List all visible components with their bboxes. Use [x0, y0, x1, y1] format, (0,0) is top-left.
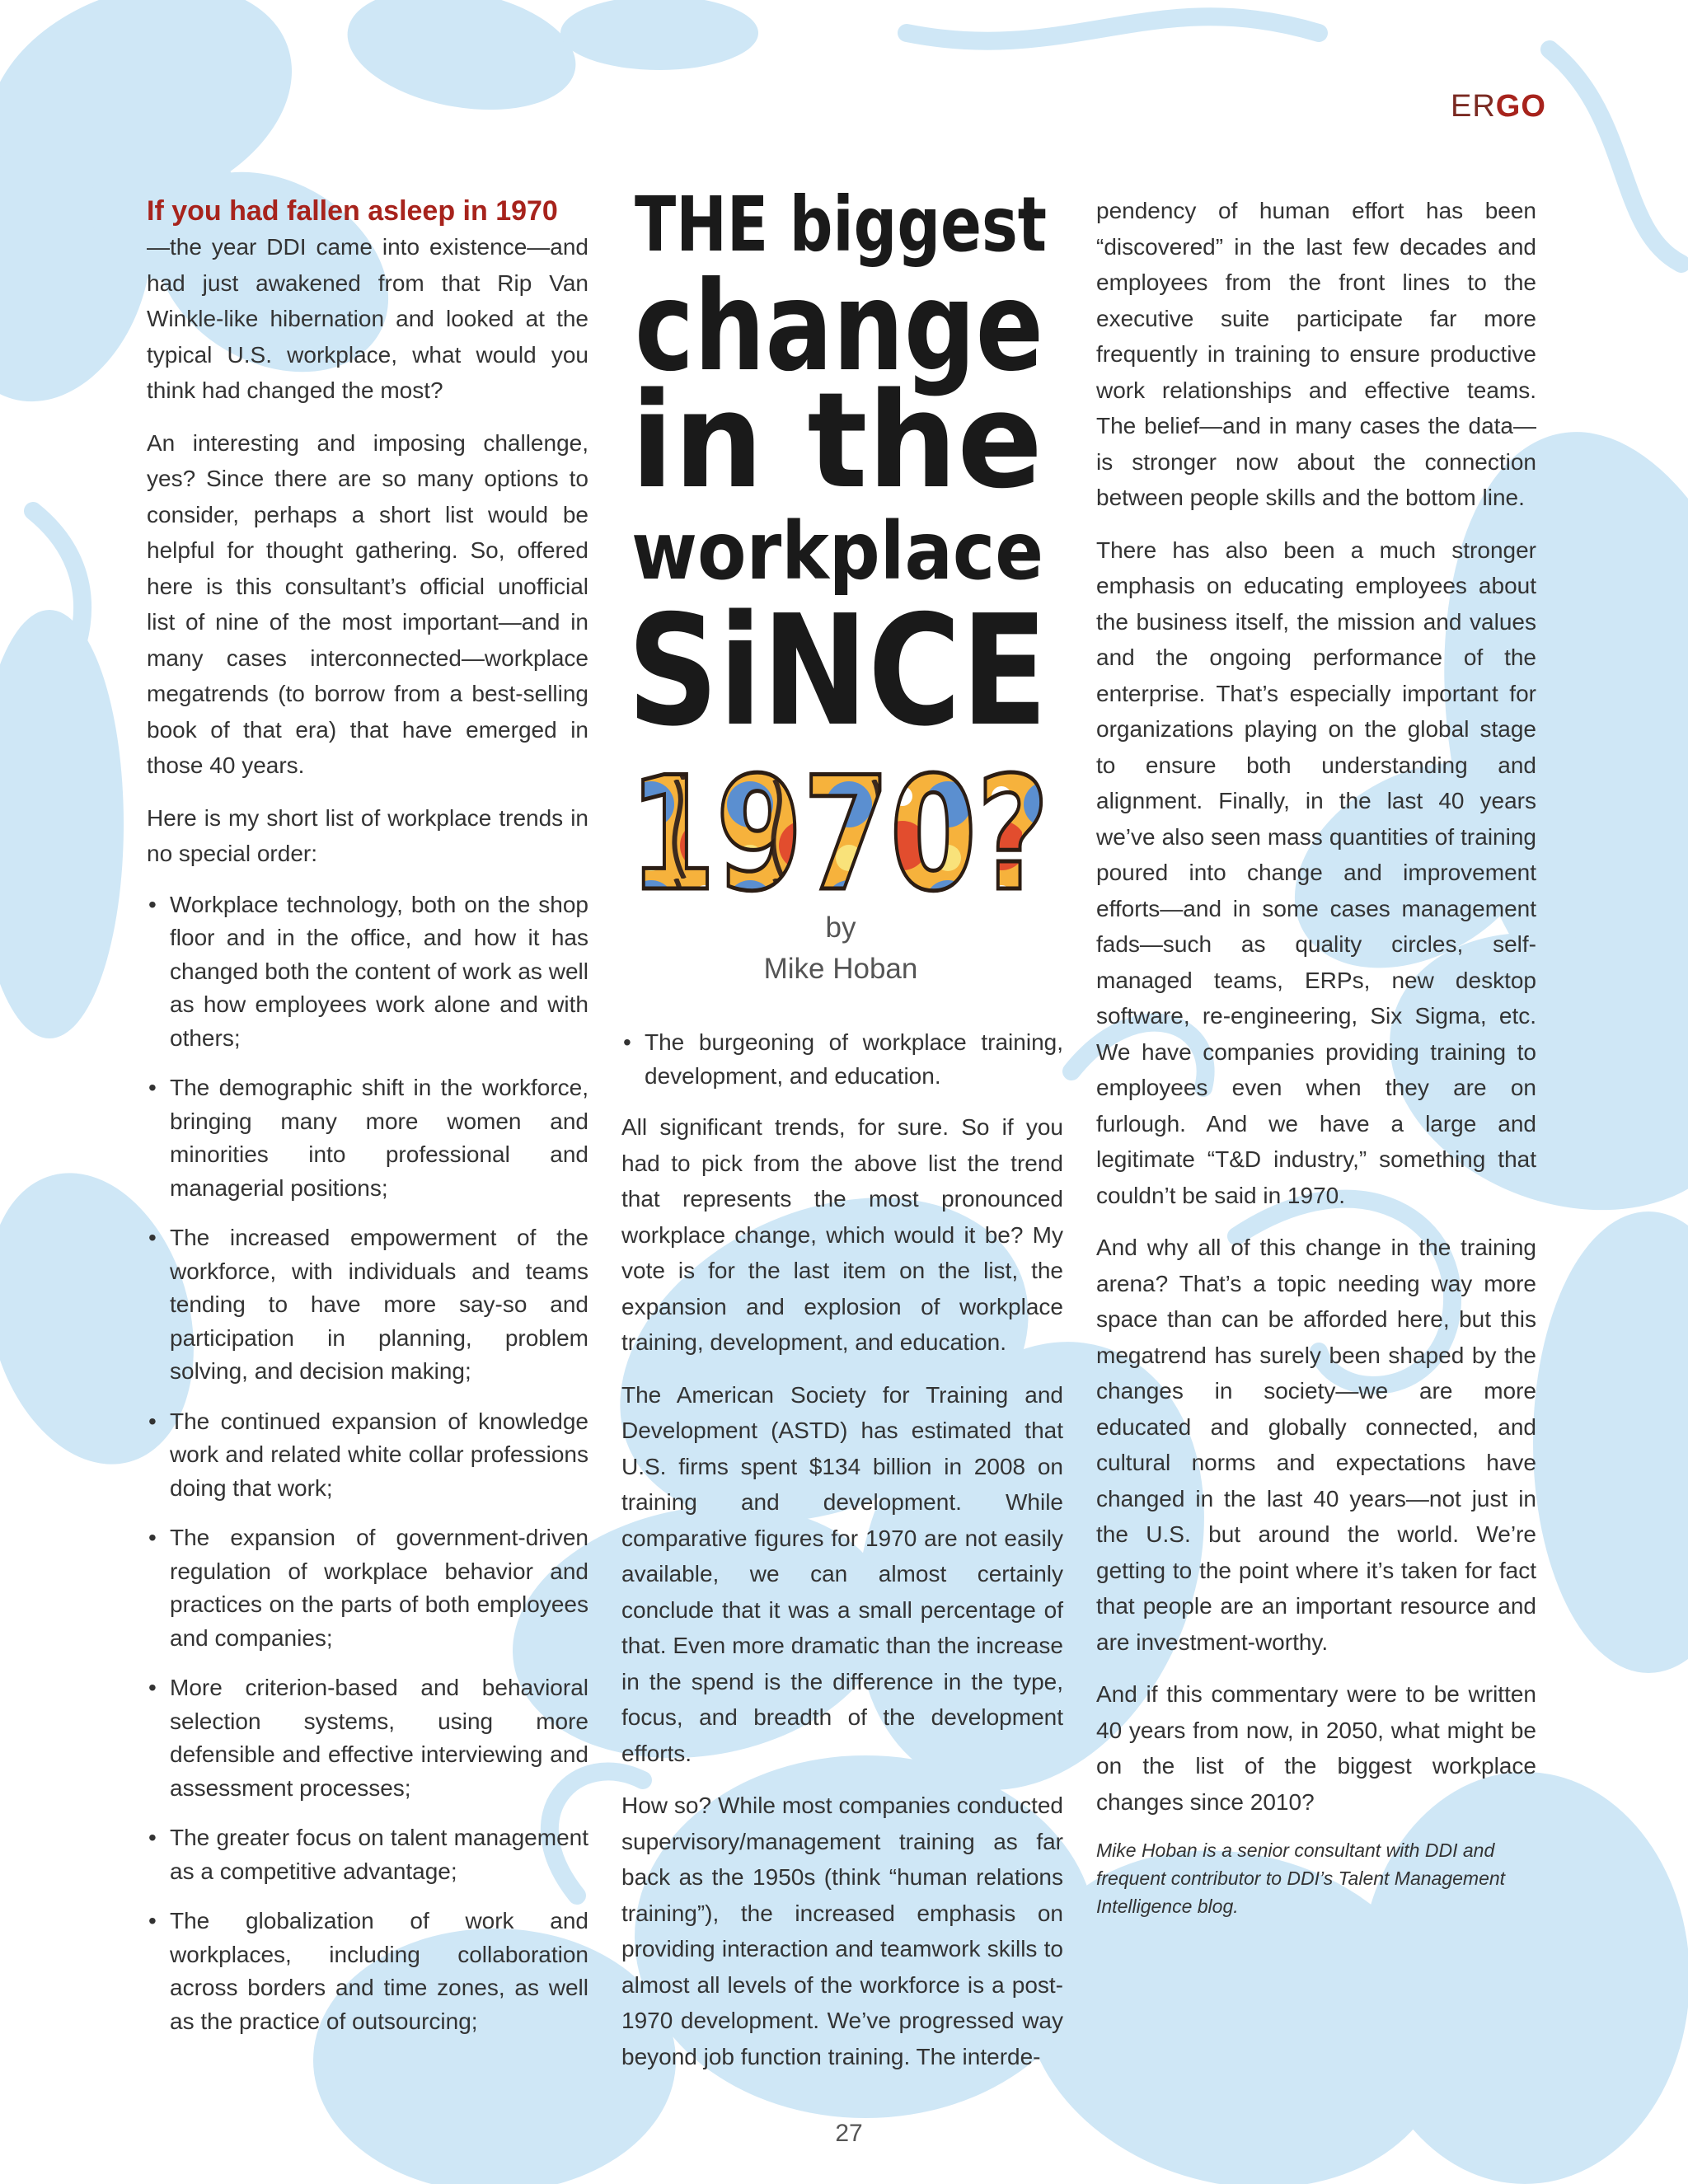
intro-text: —the year DDI came into existence—and had just awakened from that Rip Van Winkle-like hibernation and looked at the typical U.S. workplace, what would you think had changed the most?: [147, 234, 588, 403]
article-column-3: [1096, 193, 1536, 1920]
paragraph: The American Society for Training and Development (ASTD) has estimated that U.S. firms spent $134 billion in 2008 on training and development. While comparative figures for 1970 are not easily available, we can almost certainly conclude that it was a small percentage of that. Even more dramatic than the increase in the spend is the difference in the type, focus, and breadth of the development efforts.: [621, 1381, 1063, 1766]
magazine-brand: [1451, 89, 1546, 124]
title-line-2: change: [635, 255, 1043, 399]
brand-er: ER: [1451, 89, 1496, 124]
trend-item: • More criterion-based and behavioral selection systems, using more defensible and effective interviewing and assessment processes;: [147, 1671, 588, 1805]
paragraph: There has also been a much stronger emphasis on educating employees about the business itself, the mission and values and the ongoing performance of the enterprise. That’s especially important for organizations playing on the global stage to ensure both understanding and alignment. Finally, in the last 40 years we’ve also seen mass quantities of training poured into change and improvement efforts—and in some cases management fads—such as quality circles, self-managed teams, ERPs, new desktop software, re-engineering, Six Sigma, etc. We have companies providing training to employees even when they are on furlough. And we have a large and legitimate “T&D industry,” something that couldn’t be said in 1970.: [1096, 537, 1536, 1208]
intro-paragraph: [147, 193, 588, 409]
trend-item: • The continued expansion of knowledge work and related white collar professions doing that work;: [147, 1405, 588, 1506]
trend-item: • The expansion of government-driven regulation of workplace behavior and practices on the parts of both employees and companies;: [147, 1521, 588, 1655]
article-column-1: [147, 193, 588, 2055]
trend-list: [147, 888, 588, 2039]
trend-item: • The increased empowerment of the workforce, with individuals and teams tending to have more say-so and participation in planning, problem solving, and decision making;: [147, 1221, 588, 1389]
author-bio: Mike Hoban is a senior consultant with DDI and frequent contributor to DDI’s Talent Management Intelligence blog.: [1096, 1840, 1506, 1917]
paragraph: Here is my short list of workplace trends in no special order:: [147, 804, 588, 866]
title-line-5: SiNCE: [627, 582, 1048, 760]
paragraph: An interesting and imposing challenge, yes? Since there are so many options to consider, perhaps a short list would be helpful for thought gathering. So, offered here is this consultant’s official unofficial list of nine of the most important—and in many cases interconnected—workplace megatrends (to borrow from a best-selling book of that era) that have emerged in those 40 years.: [147, 429, 588, 778]
paragraph: pendency of human effort has been “discovered” in the last few decades and employees from the front lines to the executive suite participate far more frequently in training to ensure productive work relationships and effective teams. The belief—and in many cases the data—is stronger now about the connection between people skills and the bottom line.: [1096, 198, 1536, 510]
byline-author: Mike Hoban: [763, 953, 918, 985]
lead-heading: If you had fallen asleep in 1970: [147, 195, 558, 227]
byline-by: by: [825, 912, 856, 944]
paragraph: How so? While most companies conducted supervisory/management training as far back as the 1950s (think “human relations training”), the increased emphasis on providing interaction and teamwork skills to almost all levels of the workforce is a post-1970 development. We’ve progressed way beyond job function training. The interde-: [621, 1793, 1063, 2069]
trend-item: • The globalization of work and workplaces, including collaboration across borders and time zones, as well as the practice of outsourcing;: [147, 1905, 588, 2038]
brand-go: GO: [1495, 89, 1546, 124]
trend-item: • The demographic shift in the workforce, bringing many more women and minorities into professional and managerial positions;: [147, 1071, 588, 1205]
trend-item: • The burgeoning of workplace training, development, and education.: [621, 1026, 1063, 1093]
page-number: 27: [835, 2120, 863, 2147]
title-line-4: workplace: [631, 505, 1043, 598]
title-line-3: in the: [631, 363, 1043, 518]
trend-item: • Workplace technology, both on the shop floor and in the office, and how it has changed both the content of work as well as how employees work alone and with others;: [147, 888, 588, 1056]
article-title: [626, 186, 1055, 912]
trend-list-continued: [621, 1026, 1063, 1093]
title-line-6: 1970?: [629, 743, 1049, 912]
trend-item: • The greater focus on talent management as a competitive advantage;: [147, 1821, 588, 1888]
paragraph: And why all of this change in the training arena? That’s a topic needing way more space than can be afforded here, but this megatrend has surely been shaped by the changes in society—we are more educated and globally connected, and cultural norms and expectations have changed in the last 40 years—not just in the U.S. but around the world. We’re getting to the point where it’s taken for fact that people are an important resource and are investment-worthy.: [1096, 1235, 1536, 1655]
paragraph: And if this commentary were to be written 40 years from now, in 2050, what might be on the list of the biggest workplace changes since 2010?: [1096, 1681, 1536, 1815]
article-column-2: [621, 1026, 1063, 2091]
paragraph: All significant trends, for sure. So if you had to pick from the above list the trend that represents the most pronounced workplace change, which would it be? My vote is for the last item on the list, the expansion and explosion of workplace training, development, and education.: [621, 1114, 1063, 1355]
title-line-1: THE biggest: [635, 186, 1047, 269]
